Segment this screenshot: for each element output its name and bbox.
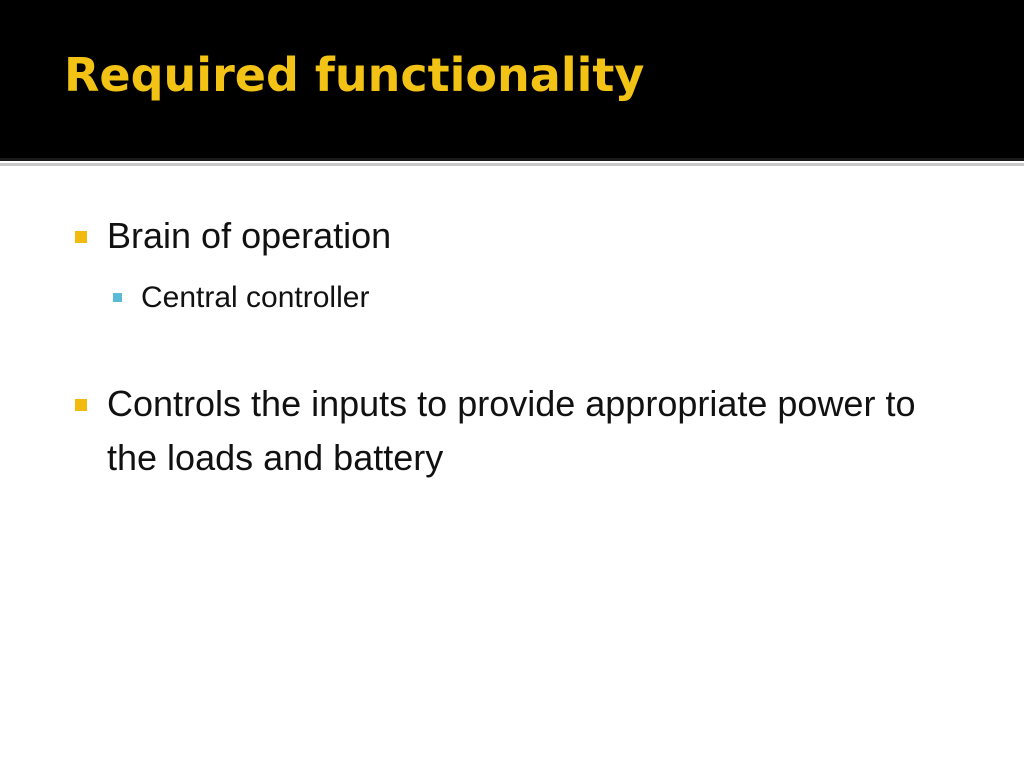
bullet-text: Controls the inputs to provide appropriate power to the loads and battery (107, 383, 916, 478)
square-bullet-icon (113, 293, 122, 302)
slide-title: Required functionality (64, 48, 645, 102)
bullet-text: Brain of operation (107, 215, 392, 256)
bullet-text: Central controller (141, 281, 370, 314)
square-bullet-icon (75, 231, 87, 243)
title-divider-light (0, 163, 1024, 166)
title-divider-dark (0, 158, 1024, 161)
bullet-item-level1 (107, 209, 967, 263)
square-bullet-icon (75, 399, 87, 411)
bullet-item-level2 (141, 278, 941, 318)
bullet-item-level1 (107, 377, 967, 485)
